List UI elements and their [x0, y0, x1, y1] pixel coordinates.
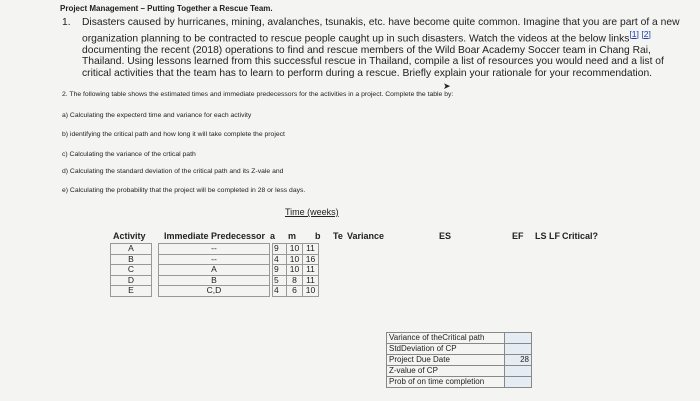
m-cell: 10 [287, 265, 303, 276]
activity-cell: B [111, 254, 152, 265]
header-lf: LF [549, 231, 560, 241]
summary-value[interactable] [505, 377, 532, 388]
predecessor-cell: -- [159, 244, 270, 255]
activity-column [110, 243, 152, 297]
table-row [111, 254, 152, 265]
table-row [111, 244, 152, 255]
table-row [111, 275, 152, 286]
video-link-1[interactable]: [1] [629, 28, 639, 39]
summary-label: StdDeviation of CP [387, 344, 505, 355]
subitem-e: e) Calculating the probability that the project will be completed in 28 or less days. [62, 187, 306, 194]
page-title: Project Management – Putting Together a Rescue Team. [60, 4, 273, 13]
predecessor-cell: C,D [159, 286, 270, 297]
header-critical: Critical? [562, 231, 599, 241]
activity-cell: A [111, 244, 152, 255]
table-row [159, 275, 270, 286]
b-cell: 11 [303, 265, 319, 276]
table-row [273, 286, 319, 297]
table-row [159, 254, 270, 265]
summary-row [387, 366, 532, 377]
time-weeks-header: Time (weeks) [285, 207, 339, 217]
question-1 [62, 17, 690, 85]
summary-label: Prob of on time completion [387, 377, 505, 388]
activity-cell: E [111, 286, 152, 297]
header-predecessor: Immediate Predecessor [164, 231, 266, 241]
activity-cell: D [111, 275, 152, 286]
header-es: ES [439, 231, 452, 241]
question-1-text-before: Disasters caused by hurricanes, mining, avalanches, tsunakis, etc. have become quite common. Imagine that you are part of a new organization planning to be contracted to rescue people caught up in such disasters. Watch the videos at the below links [82, 17, 680, 45]
summary-label: Project Due Date [387, 355, 505, 366]
question-1-text-after: documenting the recent (2018) operations to find and rescue members of the Wild Boar Academy Soccer team in Chang Rai, Thailand. Using lessons learned from this successful rescue in Thailand, compile a list of resources you would need and a list of critical activities that the team has to learn to perform during a rescue. Briefly explain your rationale for your recommendation. [82, 44, 664, 79]
summary-value[interactable] [505, 333, 532, 344]
a-cell: 9 [273, 244, 287, 255]
subitem-c: c) Calculating the variance of the crtical path [62, 151, 196, 158]
b-cell: 11 [303, 275, 319, 286]
b-cell: 16 [303, 254, 319, 265]
header-ls: LS [535, 231, 547, 241]
b-cell: 11 [303, 244, 319, 255]
activity-cell: C [111, 265, 152, 276]
table-row [159, 244, 270, 255]
m-cell: 8 [287, 275, 303, 286]
summary-label: Z-value of CP [387, 366, 505, 377]
table-row [159, 265, 270, 276]
mouse-cursor-icon: ➤ [443, 81, 451, 91]
predecessor-cell: A [159, 265, 270, 276]
critical-path-summary [386, 332, 532, 388]
header-te: Te [333, 231, 343, 241]
summary-value[interactable] [505, 344, 532, 355]
subitem-b: b) identifying the critical path and how long it will take complete the project [62, 131, 285, 138]
summary-row [387, 344, 532, 355]
a-cell: 4 [273, 254, 287, 265]
table-row [273, 254, 319, 265]
m-cell: 10 [287, 244, 303, 255]
time-estimates-table [272, 243, 319, 297]
summary-row [387, 355, 532, 366]
table-row [273, 244, 319, 255]
header-b: b [315, 231, 321, 241]
header-a: a [270, 231, 276, 241]
table-row [273, 275, 319, 286]
m-cell: 6 [287, 286, 303, 297]
summary-value[interactable] [505, 366, 532, 377]
subitem-d: d) Calculating the standard deviation of the critical path and its Z-vale and [62, 168, 284, 175]
predecessor-cell: B [159, 275, 270, 286]
subitem-a: a) Calculating the expecterd time and variance for each activity [62, 112, 252, 119]
summary-row [387, 333, 532, 344]
m-cell: 10 [287, 254, 303, 265]
header-m: m [288, 231, 297, 241]
table-row [159, 286, 270, 297]
a-cell: 4 [273, 286, 287, 297]
predecessor-column [158, 243, 270, 297]
table-row [111, 286, 152, 297]
question-1-number: 1. [62, 17, 71, 28]
question-2: 2. The following table shows the estimated times and immediate predecessors for the activities in a project. Complete the table by: [62, 91, 454, 98]
header-activity: Activity [113, 231, 146, 241]
summary-label: Variance of theCritical path [387, 333, 505, 344]
summary-row [387, 377, 532, 388]
table-row [111, 265, 152, 276]
table-row [273, 265, 319, 276]
summary-value[interactable]: 28 [505, 355, 532, 366]
header-ef: EF [512, 231, 524, 241]
a-cell: 9 [273, 265, 287, 276]
question-1-text [82, 17, 690, 79]
video-link-2[interactable]: [2] [641, 28, 651, 39]
predecessor-cell: -- [159, 254, 270, 265]
b-cell: 10 [303, 286, 319, 297]
header-variance: Variance [347, 231, 385, 241]
a-cell: 5 [273, 275, 287, 286]
